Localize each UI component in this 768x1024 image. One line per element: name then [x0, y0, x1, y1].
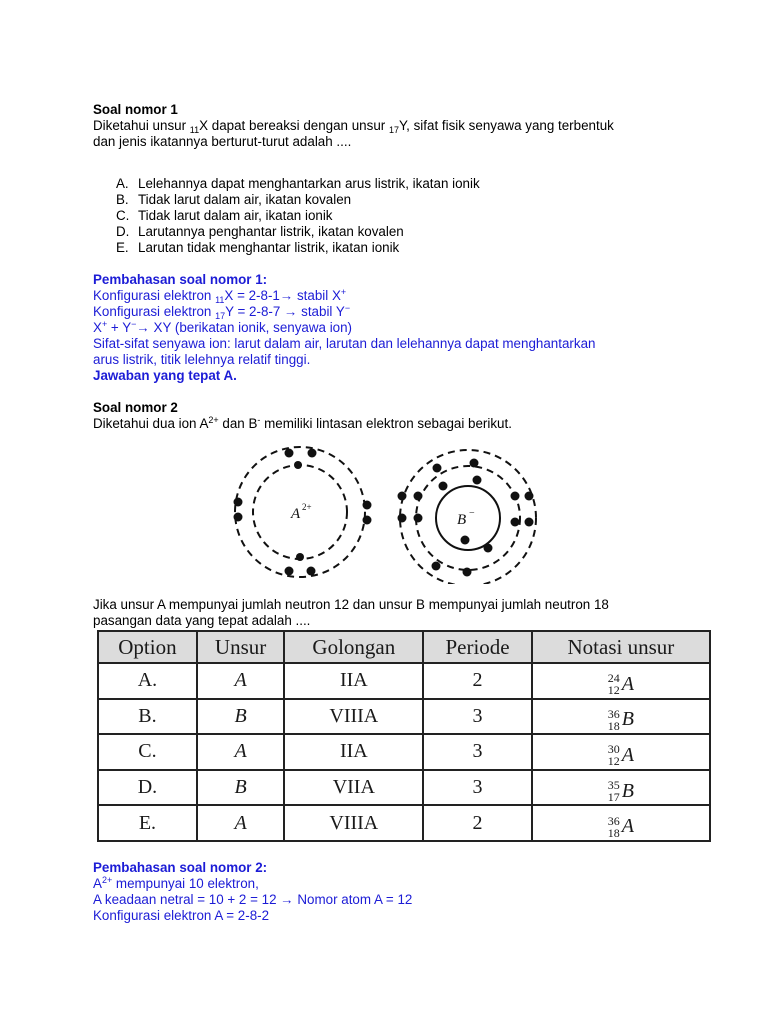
q1-options	[93, 176, 733, 256]
electron	[439, 482, 448, 491]
p1-line3: X+ + Y−→ XY (berikatan ionik, senyawa ion)	[93, 319, 353, 335]
nuclide-notation: 24 12 A	[607, 671, 634, 698]
electron	[234, 513, 243, 522]
electron	[308, 449, 317, 458]
ion-b-middle-shell	[416, 466, 520, 570]
header-option: Option	[98, 631, 197, 663]
p2-line1: $A^{2+}$ mempunyai 10 elektron,	[93, 875, 259, 891]
q2-question	[93, 597, 733, 629]
electron	[511, 518, 520, 527]
p1-line1: Konfigurasi elektron $_{11}$X = 2-8-1→ stabil X+	[93, 287, 347, 305]
p1-answer: Jawaban yang tepat A.	[93, 368, 237, 383]
p2-section	[93, 860, 733, 924]
table-row: D. B VIIA 3 35 17 B	[98, 770, 710, 806]
ion-a-charge: 2+	[302, 502, 312, 512]
q1-option: D. Larutannya penghantar listrik, ikatan kovalen	[116, 224, 404, 239]
electron	[433, 464, 442, 473]
table-row: B. B VIIIA 3 36 18 B	[98, 699, 710, 735]
q1-option: A. Lelehannya dapat menghantarkan arus listrik, ikatan ionik	[116, 176, 480, 191]
q1-option: E. Larutan tidak menghantar listrik, ikatan ionik	[116, 240, 400, 255]
electron	[414, 492, 423, 501]
electron	[363, 501, 372, 510]
electron	[398, 514, 407, 523]
q1-title: Soal nomor 1	[93, 102, 178, 117]
table-row: A. A IIA 2 24 12 A	[98, 663, 710, 699]
p1-title: Pembahasan soal nomor 1:	[93, 272, 268, 287]
electron	[398, 492, 407, 501]
document-body	[93, 102, 733, 432]
answer-table	[97, 630, 711, 842]
electron	[484, 544, 493, 553]
q2-line3: pasangan data yang tepat adalah ....	[93, 613, 311, 628]
p1-line5: arus listrik, titik lelehnya relatif tinggi.	[93, 352, 311, 367]
ion-b-label: B	[457, 512, 467, 528]
table-row: C. A IIA 3 30 12 A	[98, 734, 710, 770]
nuclide-notation: 36 18 A	[607, 813, 634, 840]
header-periode: Periode	[423, 631, 531, 663]
electron	[511, 492, 520, 501]
electron	[363, 516, 372, 525]
electron	[525, 518, 534, 527]
electron	[525, 492, 534, 501]
q2-title: Soal nomor 2	[93, 400, 178, 415]
electron	[296, 553, 304, 561]
header-golongan: Golongan	[284, 631, 423, 663]
p2-line3: Konfigurasi elektron A = 2-8-2	[93, 908, 270, 923]
electron	[234, 498, 243, 507]
header-notasi: Notasi unsur	[532, 631, 710, 663]
p2-line2: A keadaan netral = 10 + 2 = 12 → Nomor atom A = 12	[93, 892, 413, 907]
p1-line2: Konfigurasi elektron $_{17}$Y = 2-8-7 → stabil Y−	[93, 303, 351, 321]
electron	[414, 514, 423, 523]
table-row: E. A VIIIA 2 36 18 A	[98, 805, 710, 841]
p2-title: Pembahasan soal nomor 2:	[93, 860, 268, 875]
nuclide-notation: 30 12 A	[607, 742, 634, 769]
electron	[285, 567, 294, 576]
q1-option: C. Tidak larut dalam air, ikatan ionik	[116, 208, 333, 223]
electron	[285, 449, 294, 458]
nuclide-notation: 35 17 B	[607, 778, 634, 805]
electron	[461, 536, 470, 545]
electron	[463, 568, 472, 577]
electron	[432, 562, 441, 571]
q1-option: B. Tidak larut dalam air, ikatan kovalen	[116, 192, 352, 207]
electron	[473, 476, 482, 485]
q2-stem: Diketahui dua ion $A^{2+}$ dan B- memiliki lintasan elektron sebagai berikut.	[93, 415, 512, 431]
nuclide-notation: 36 18 B	[607, 706, 634, 733]
ion-a-label: A	[291, 506, 301, 522]
q2-line2: Jika unsur A mempunyai jumlah neutron 12 dan unsur B mempunyai jumlah neutron 18	[93, 597, 609, 612]
q1-stem-line2: dan jenis ikatannya berturut-turut adalah ....	[93, 134, 352, 149]
electron-shell-diagram	[231, 444, 551, 584]
electron	[294, 461, 302, 469]
p1-line4: Sifat-sifat senyawa ion: larut dalam air, larutan dan lelehannya dapat menghantarkan	[93, 336, 596, 351]
p1-section	[93, 272, 733, 384]
q1-stem: Diketahui unsur $_{11}$X dapat bereaksi dengan unsur $_{17}$Y, sifat fisik senyawa yang terbentuk	[93, 118, 614, 135]
electron	[470, 459, 479, 468]
ion-b-charge: −	[469, 508, 475, 519]
electron	[307, 567, 316, 576]
table-header-row	[98, 631, 710, 663]
header-unsur: Unsur	[197, 631, 284, 663]
